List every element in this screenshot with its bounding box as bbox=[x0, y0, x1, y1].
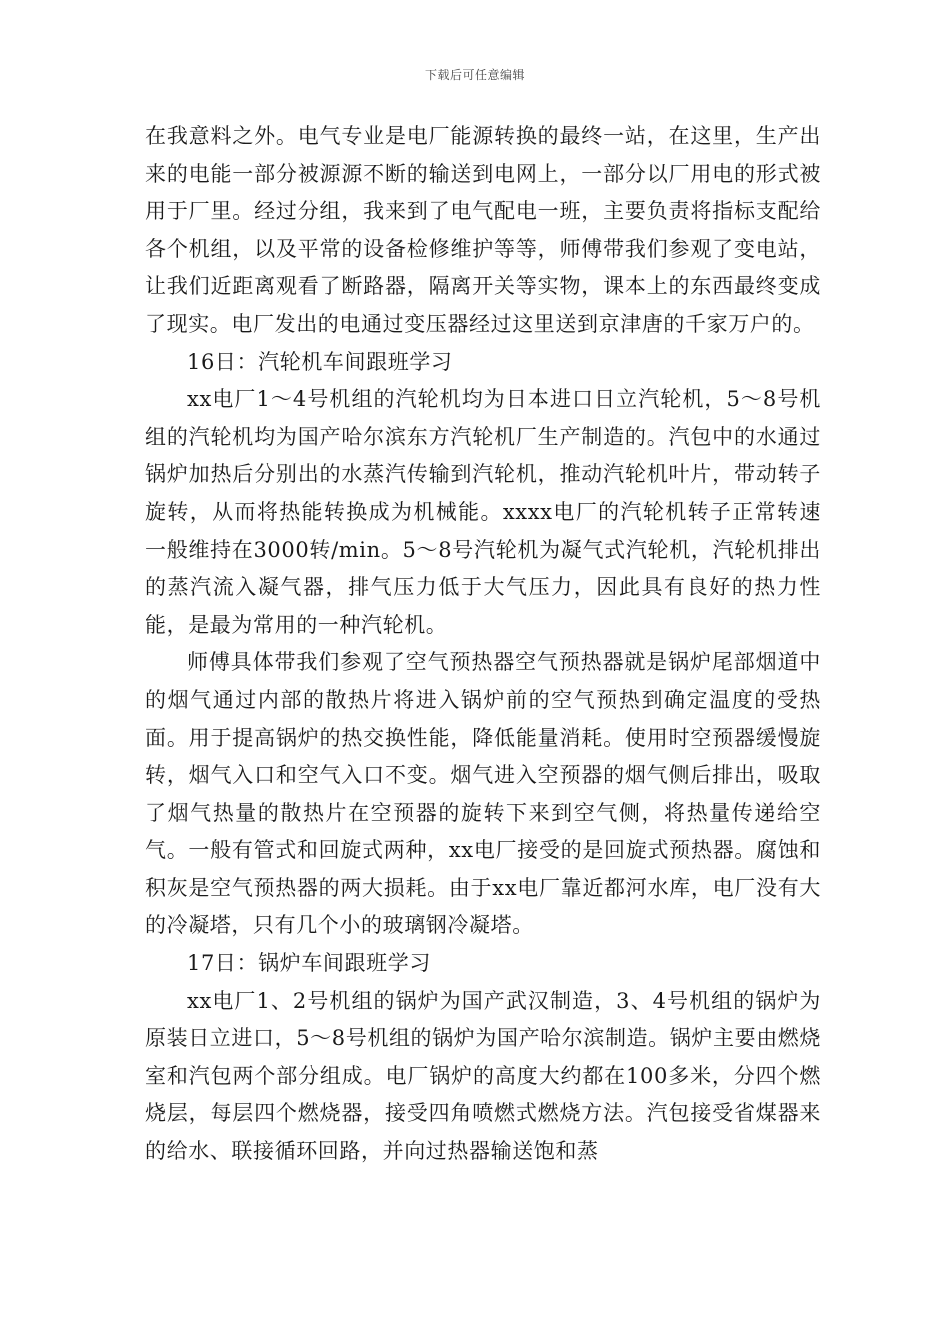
section-heading-day17: 17日：锅炉车间跟班学习 bbox=[187, 951, 431, 976]
page-header: 下载后可任意编辑 bbox=[424, 68, 525, 82]
paragraph-power-distribution: 在我意料之外。电气专业是电厂能源转换的最终一站，在这里，生产出来的电能一部分被源源不断的输送到电网上，一部分以厂用电的形式被用于厂里。经过分组，我来到了电气配电一班，主要负责将指标支配给各个机组，以及平常的设备检修维护等等，师傅带我们参观了变电站，让我们近距离观看了断路器，隔离开关等实物，课本上的东西最终变成了现实。电厂发出的电通过变压器经过这里送到京津唐的千家万户的。 bbox=[145, 124, 821, 336]
document-body bbox=[145, 118, 821, 1171]
paragraph-boiler: xx电厂1、2号机组的锅炉为国产武汉制造，3、4号机组的锅炉为原装日立进口，5～8号机组的锅炉为国产哈尔滨制造。锅炉主要由燃烧室和汽包两个部分组成。电厂锅炉的高度大约都在100多米，分四个燃烧层，每层四个燃烧器，接受四角喷燃式燃烧方法。汽包接受省煤器来的给水、联接循环回路，并向过热器输送饱和蒸 bbox=[145, 988, 821, 1164]
section-heading-day16: 16日：汽轮机车间跟班学习 bbox=[187, 349, 453, 374]
paragraph-air-preheater: 师傅具体带我们参观了空气预热器空气预热器就是锅炉尾部烟道中的烟气通过内部的散热片将进入锅炉前的空气预热到确定温度的受热面。用于提高锅炉的热交换性能，降低能量消耗。使用时空预器缓慢旋转，烟气入口和空气入口不变。烟气进入空预器的烟气侧后排出，吸取了烟气热量的散热片在空预器的旋转下来到空气侧，将热量传递给空气。一般有管式和回旋式两种，xx电厂接受的是回旋式预热器。腐蚀和积灰是空气预热器的两大损耗。由于xx电厂靠近都河水库，电厂没有大的冷凝塔，只有几个小的玻璃钢冷凝塔。 bbox=[145, 650, 821, 938]
paragraph-turbine: xx电厂1～4号机组的汽轮机均为日本进口日立汽轮机，5～8号机组的汽轮机均为国产哈尔滨东方汽轮机厂生产制造的。汽包中的水通过锅炉加热后分别出的水蒸汽传输到汽轮机，推动汽轮机叶片，带动转子旋转，从而将热能转换成为机械能。xxxx电厂的汽轮机转子正常转速一般维持在3000转/min。5～8号汽轮机为凝气式汽轮机，汽轮机排出的蒸汽流入凝气器，排气压力低于大气压力，因此具有良好的热力性能，是最为常用的一种汽轮机。 bbox=[145, 387, 821, 637]
